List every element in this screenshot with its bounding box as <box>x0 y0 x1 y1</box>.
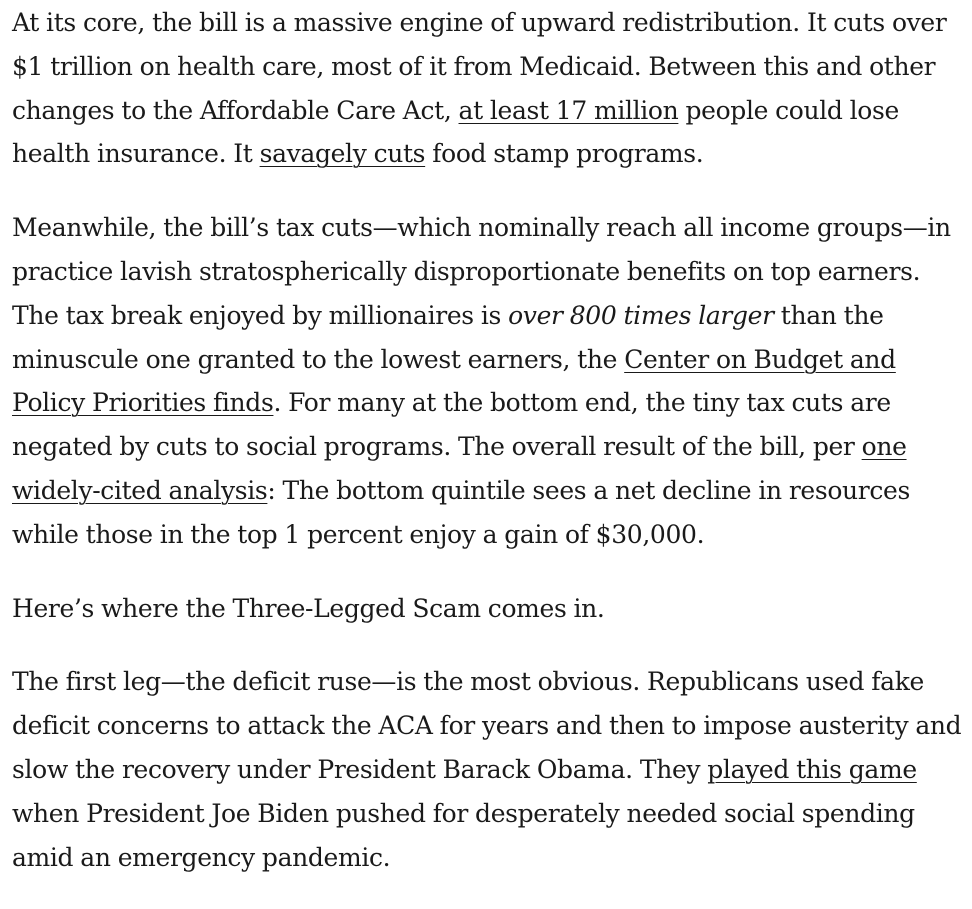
paragraph-text: Meanwhile, the bill’s tax cuts—which nominally reach all income groups—in practice lavish stratospherically disproportionate benefits on top earners. The tax break enjoyed by millionaires is <box>12 213 951 330</box>
paragraph-text: The first leg—the deficit ruse—is the most obvious. Republicans used fake deficit concerns to attack the ACA for years and then to impose austerity and slow the recovery under President Barack Obama. They <box>12 667 962 784</box>
link-played-this-game[interactable]: played this game <box>707 754 917 784</box>
paragraph-text: . For many at the bottom end, the tiny tax cuts are negated by cuts to social programs. The overall result of the bill, per <box>12 388 891 462</box>
paragraph-text: food stamp programs. <box>425 139 704 169</box>
paragraph-three-legged-scam <box>12 587 970 631</box>
paragraph-tax-cuts <box>12 206 970 556</box>
link-cbpp-finds[interactable]: Center on Budget and Policy Priorities finds <box>12 344 896 418</box>
paragraph-text: At its core, the bill is a massive engine of upward redistribution. It cuts over $1 trillion on health care, most of it from Medicaid. Between this and other changes to the Affordable Care Act, <box>12 8 947 125</box>
paragraph-text: people could lose health insurance. It <box>12 95 899 169</box>
paragraph-text: : The bottom quintile sees a net decline in resources while those in the top 1 percent enjoy a gain of $30,000. <box>12 475 910 549</box>
link-savagely-cuts[interactable]: savagely cuts <box>259 139 426 169</box>
paragraph-text: when President Joe Biden pushed for desperately needed social spending amid an emergency pandemic. <box>12 798 915 872</box>
paragraph-redistribution <box>12 1 970 176</box>
link-widely-cited-analysis[interactable]: one widely-cited analysis <box>12 432 907 505</box>
paragraph-deficit-ruse <box>12 660 970 879</box>
link-17-million[interactable]: at least 17 million <box>458 95 679 125</box>
paragraph-text: Here’s where the Three-Legged Scam comes in. <box>12 593 605 623</box>
article-body <box>12 0 970 909</box>
paragraph-text: than the minuscule one granted to the lowest earners, the <box>12 300 884 374</box>
emphasis-800-times: over 800 times larger <box>508 300 774 330</box>
